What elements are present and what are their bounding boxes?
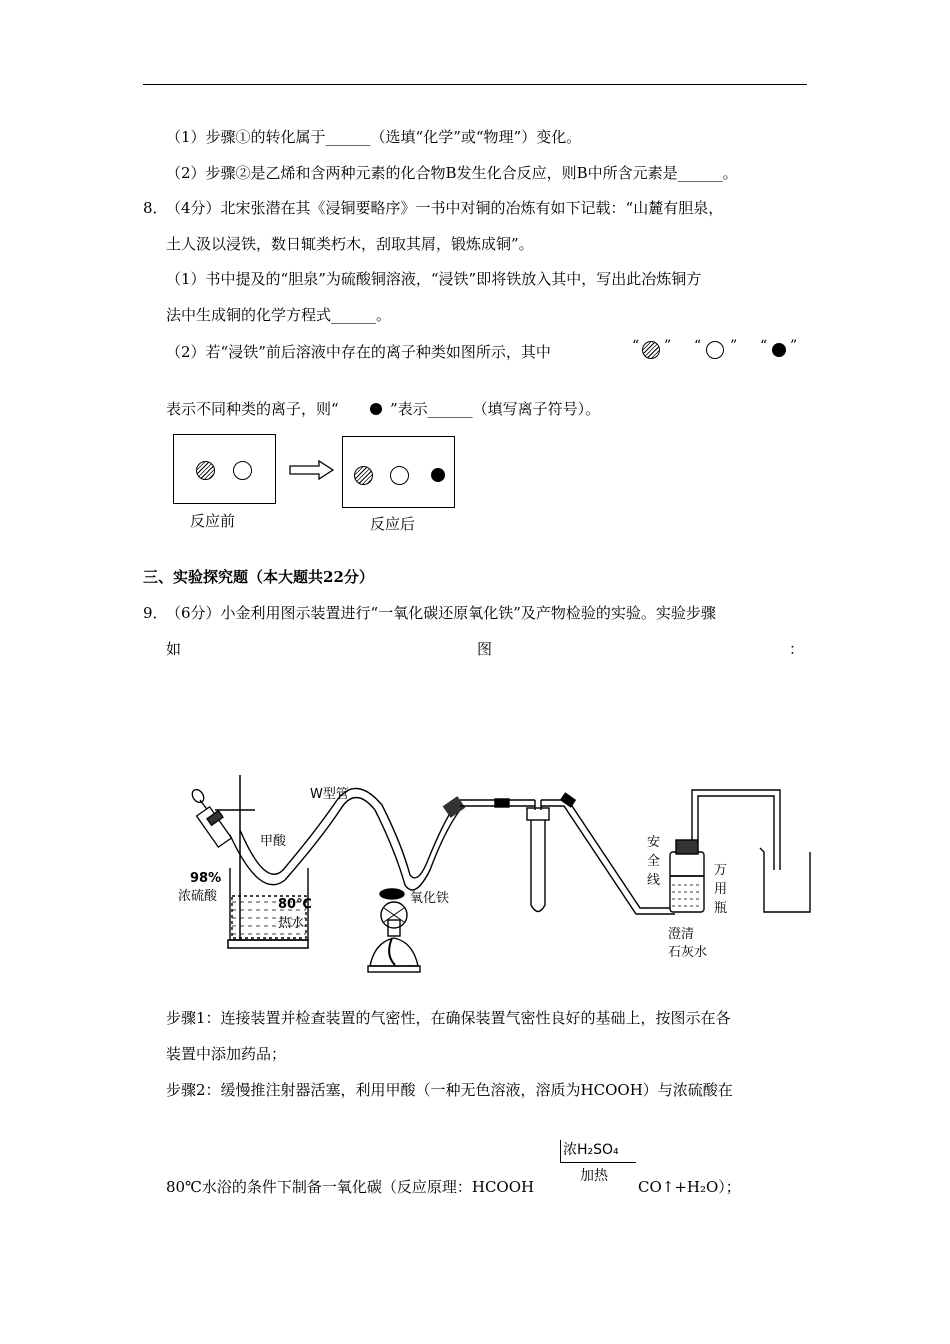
formic-acid-label: 甲酸 [260, 834, 287, 849]
q8-part2-line2b: ”表示______（填写离子符号）。 [390, 400, 601, 418]
step1-line2: 装置中添加药品； [166, 1045, 287, 1063]
condition-bracket [560, 1140, 561, 1162]
q8-number: 8． [143, 199, 168, 217]
q8-stem-line1: （4分）北宋张潜在其《浸铜要略序》一书中对铜的冶炼有如下记载：“山麓有胆泉， [166, 199, 724, 217]
condition-top: 浓H₂SO₄ [563, 1142, 619, 1158]
q8-part1-line1: （1）书中提及的“胆泉”为硫酸铜溶液，“浸铁”即将铁放入其中，写出此冶炼铜方 [166, 270, 702, 288]
apparatus-diagram [170, 770, 830, 990]
safety-label-1: 安 [647, 835, 661, 850]
after-reaction-box [342, 436, 455, 508]
quote-close: ” [664, 338, 672, 354]
acid-percent-label: 98% [190, 871, 222, 886]
q8-part2-line1: （2）若“浸铁”前后溶液中存在的离子种类如图所示，其中 [166, 343, 551, 361]
before-reaction-box [173, 434, 276, 504]
alcohol-lamp [368, 902, 420, 972]
quote-open: “ [760, 338, 768, 354]
limewater-label-1: 澄清 [668, 927, 695, 942]
q8-stem-line2: 土人汲以浸铁，数日辄类朽木，刮取其屑，锻炼成铜”。 [166, 235, 534, 253]
solid-ion-icon [370, 403, 382, 415]
step1-line1: 步骤1：连接装置并检查装置的气密性，在确保装置气密性良好的基础上，按图示在各 [166, 1009, 731, 1027]
q9-number: 9． [143, 604, 168, 622]
safety-label-2: 全 [647, 854, 661, 869]
condition-bottom: 加热 [580, 1168, 608, 1184]
quote-open: “ [694, 338, 702, 354]
q9-ru: 如 [166, 640, 182, 658]
header-rule [143, 84, 807, 85]
open-ion-icon [390, 466, 409, 485]
iron-oxide-label: 氧化铁 [410, 891, 450, 906]
syringe [190, 787, 232, 847]
hatched-ion-icon [196, 461, 215, 480]
step2-line2a: 80℃水浴的条件下制备一氧化碳（反应原理：HCOOH [166, 1178, 535, 1196]
quote-open: “ [632, 338, 640, 354]
solid-ion-icon [772, 343, 786, 357]
bottle-label-1: 万 [714, 863, 728, 878]
quote-close: ” [790, 338, 798, 354]
open-ion-icon [233, 461, 252, 480]
bottle-label-2: 用 [714, 882, 728, 897]
q7-part2: （2）步骤②是乙烯和含两种元素的化合物B发生化合反应，则B中所含元素是______。 [166, 164, 738, 182]
reaction-arrow [560, 1162, 636, 1163]
q9-tu: 图 [477, 640, 493, 658]
step2-line1: 步骤2：缓慢推注射器活塞，利用甲酸（一种无色溶液，溶质为HCOOH）与浓硫酸在 [166, 1081, 733, 1099]
label-after: 反应后 [370, 515, 416, 533]
conc-acid-label: 浓硫酸 [178, 889, 218, 904]
open-ion-icon [706, 341, 724, 359]
gas-tube [460, 799, 535, 807]
q9-stem-line1: （6分）小金利用图示装置进行“一氧化碳还原氧化铁”及产物检验的实验。实验步骤 [166, 604, 716, 622]
solid-ion-icon [431, 468, 445, 482]
hot-water-label: 热水 [278, 916, 305, 931]
hatched-ion-icon [354, 466, 373, 485]
hatched-ion-icon [642, 341, 660, 359]
label-before: 反应前 [190, 512, 236, 530]
q8-part1-line2: 法中生成铜的化学方程式______。 [166, 306, 392, 324]
quote-close: ” [730, 338, 738, 354]
safety-label-3: 线 [647, 873, 661, 888]
temp-label: 80℃ [278, 897, 312, 912]
arrow-right-icon [289, 460, 335, 480]
bottle-label-3: 瓶 [714, 901, 728, 916]
limewater-label-2: 石灰水 [668, 945, 708, 960]
q7-part1: （1）步骤①的转化属于______（选填“化学”或“物理”）变化。 [166, 128, 582, 146]
w-tube-label: W型管 [310, 787, 349, 802]
beaker [760, 848, 810, 912]
q8-part2-line2a: 表示不同种类的离子，则“ [166, 400, 339, 418]
step2-line2b: CO↑+H₂O）； [638, 1178, 741, 1196]
q9-colon: ： [789, 640, 805, 658]
section-title: 三、实验探究题（本大题共22分） [143, 568, 374, 586]
